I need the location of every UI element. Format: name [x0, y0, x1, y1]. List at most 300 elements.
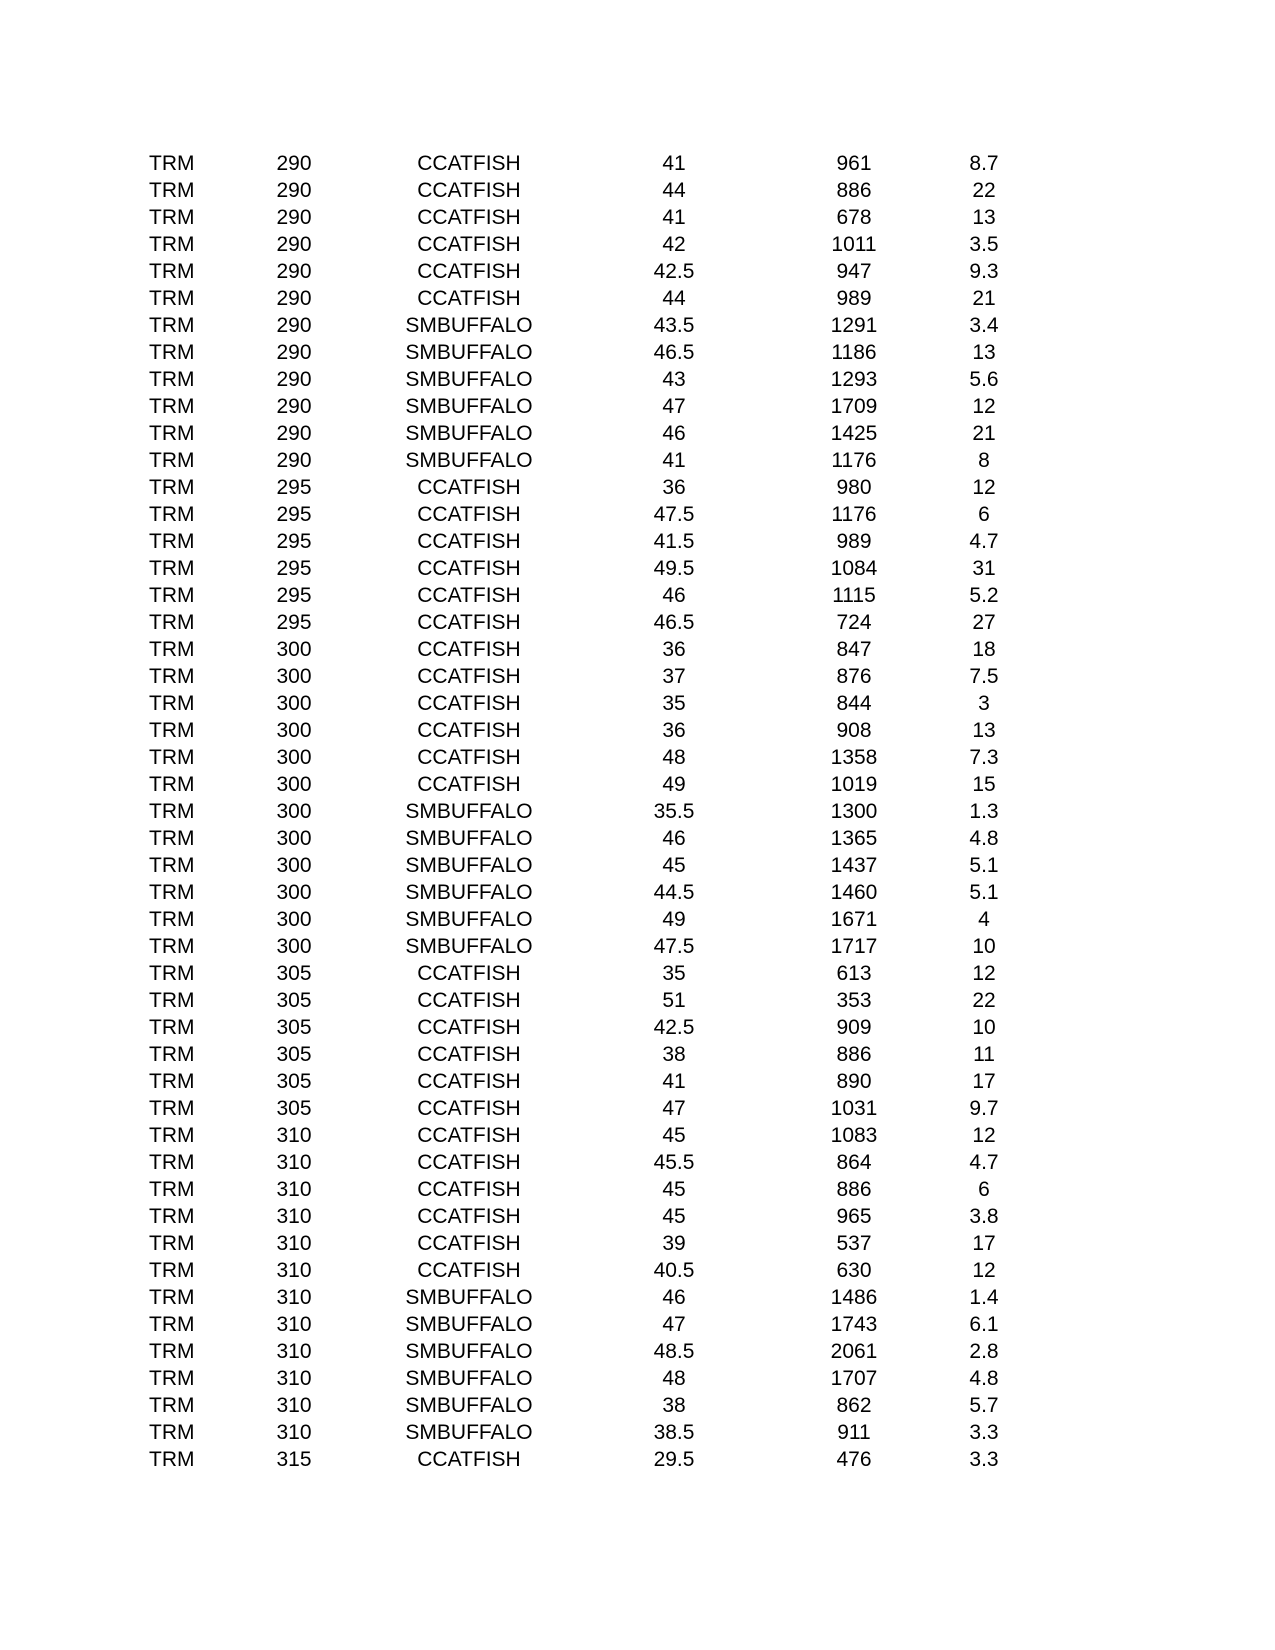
station-cell: TRM [149, 611, 195, 634]
weight-cell: 1358 [830, 746, 878, 769]
station-cell: TRM [149, 233, 195, 256]
weight-cell: 1084 [830, 557, 878, 580]
weight-cell: 476 [836, 1448, 872, 1471]
river-mile-cell: 295 [276, 530, 312, 553]
river-mile-cell: 300 [276, 638, 312, 661]
station-cell: TRM [149, 962, 195, 985]
length-cell: 40.5 [653, 1259, 695, 1282]
species-cell: CCATFISH [417, 773, 521, 796]
length-cell: 35 [662, 962, 686, 985]
station-cell: TRM [149, 1286, 195, 1309]
river-mile-cell: 305 [276, 1043, 312, 1066]
river-mile-cell: 295 [276, 503, 312, 526]
species-cell: CCATFISH [417, 530, 521, 553]
table-row [149, 177, 1009, 204]
river-mile-cell: 290 [276, 341, 312, 364]
species-cell: CCATFISH [417, 989, 521, 1012]
station-cell: TRM [149, 665, 195, 688]
station-cell: TRM [149, 1178, 195, 1201]
weight-cell: 862 [836, 1394, 872, 1417]
river-mile-cell: 295 [276, 476, 312, 499]
species-cell: SMBUFFALO [405, 422, 533, 445]
river-mile-cell: 295 [276, 557, 312, 580]
species-cell: CCATFISH [417, 1151, 521, 1174]
river-mile-cell: 305 [276, 989, 312, 1012]
value-cell: 12 [972, 395, 996, 418]
species-cell: SMBUFFALO [405, 908, 533, 931]
weight-cell: 886 [836, 179, 872, 202]
length-cell: 45.5 [653, 1151, 695, 1174]
weight-cell: 537 [836, 1232, 872, 1255]
river-mile-cell: 290 [276, 152, 312, 175]
table-row [149, 447, 1009, 474]
weight-cell: 1671 [830, 908, 878, 931]
weight-cell: 630 [836, 1259, 872, 1282]
station-cell: TRM [149, 395, 195, 418]
length-cell: 36 [662, 476, 686, 499]
length-cell: 49.5 [653, 557, 695, 580]
weight-cell: 961 [836, 152, 872, 175]
species-cell: CCATFISH [417, 476, 521, 499]
data-table [149, 150, 1009, 1473]
species-cell: CCATFISH [417, 179, 521, 202]
river-mile-cell: 295 [276, 584, 312, 607]
length-cell: 47.5 [653, 935, 695, 958]
table-row [149, 1338, 1009, 1365]
species-cell: CCATFISH [417, 260, 521, 283]
length-cell: 41 [662, 152, 686, 175]
river-mile-cell: 290 [276, 233, 312, 256]
value-cell: 18 [972, 638, 996, 661]
weight-cell: 2061 [830, 1340, 878, 1363]
river-mile-cell: 300 [276, 935, 312, 958]
river-mile-cell: 300 [276, 827, 312, 850]
table-row [149, 906, 1009, 933]
river-mile-cell: 300 [276, 800, 312, 823]
weight-cell: 864 [836, 1151, 872, 1174]
river-mile-cell: 310 [276, 1124, 312, 1147]
table-row [149, 366, 1009, 393]
species-cell: CCATFISH [417, 1232, 521, 1255]
weight-cell: 909 [836, 1016, 872, 1039]
value-cell: 27 [972, 611, 996, 634]
value-cell: 5.6 [969, 368, 999, 391]
value-cell: 7.5 [969, 665, 999, 688]
value-cell: 9.3 [969, 260, 999, 283]
river-mile-cell: 305 [276, 1097, 312, 1120]
weight-cell: 1291 [830, 314, 878, 337]
length-cell: 44 [662, 179, 686, 202]
value-cell: 3.3 [969, 1448, 999, 1471]
length-cell: 42.5 [653, 1016, 695, 1039]
table-row [149, 528, 1009, 555]
species-cell: SMBUFFALO [405, 1286, 533, 1309]
river-mile-cell: 290 [276, 449, 312, 472]
value-cell: 8.7 [969, 152, 999, 175]
table-row [149, 555, 1009, 582]
station-cell: TRM [149, 503, 195, 526]
species-cell: SMBUFFALO [405, 881, 533, 904]
value-cell: 5.7 [969, 1394, 999, 1417]
table-row [149, 339, 1009, 366]
weight-cell: 1019 [830, 773, 878, 796]
species-cell: CCATFISH [417, 1043, 521, 1066]
value-cell: 31 [972, 557, 996, 580]
river-mile-cell: 305 [276, 962, 312, 985]
value-cell: 5.2 [969, 584, 999, 607]
species-cell: SMBUFFALO [405, 395, 533, 418]
value-cell: 12 [972, 1124, 996, 1147]
length-cell: 44.5 [653, 881, 695, 904]
station-cell: TRM [149, 800, 195, 823]
table-row [149, 879, 1009, 906]
weight-cell: 890 [836, 1070, 872, 1093]
value-cell: 13 [972, 206, 996, 229]
length-cell: 51 [662, 989, 686, 1012]
value-cell: 17 [972, 1070, 996, 1093]
table-row [149, 1257, 1009, 1284]
river-mile-cell: 305 [276, 1016, 312, 1039]
length-cell: 46.5 [653, 341, 695, 364]
length-cell: 49 [662, 908, 686, 931]
river-mile-cell: 290 [276, 206, 312, 229]
table-row [149, 1446, 1009, 1473]
value-cell: 3.3 [969, 1421, 999, 1444]
weight-cell: 1300 [830, 800, 878, 823]
weight-cell: 947 [836, 260, 872, 283]
length-cell: 39 [662, 1232, 686, 1255]
length-cell: 47 [662, 1313, 686, 1336]
value-cell: 12 [972, 1259, 996, 1282]
value-cell: 4.7 [969, 530, 999, 553]
table-row [149, 150, 1009, 177]
river-mile-cell: 310 [276, 1394, 312, 1417]
length-cell: 47 [662, 395, 686, 418]
station-cell: TRM [149, 152, 195, 175]
table-row [149, 987, 1009, 1014]
station-cell: TRM [149, 827, 195, 850]
value-cell: 7.3 [969, 746, 999, 769]
length-cell: 46 [662, 1286, 686, 1309]
weight-cell: 1709 [830, 395, 878, 418]
station-cell: TRM [149, 287, 195, 310]
species-cell: SMBUFFALO [405, 827, 533, 850]
length-cell: 44 [662, 287, 686, 310]
species-cell: SMBUFFALO [405, 341, 533, 364]
river-mile-cell: 310 [276, 1313, 312, 1336]
species-cell: CCATFISH [417, 692, 521, 715]
table-row [149, 1419, 1009, 1446]
weight-cell: 1437 [830, 854, 878, 877]
weight-cell: 613 [836, 962, 872, 985]
table-row [149, 1230, 1009, 1257]
station-cell: TRM [149, 773, 195, 796]
station-cell: TRM [149, 746, 195, 769]
weight-cell: 1186 [831, 341, 877, 364]
weight-cell: 678 [836, 206, 872, 229]
weight-cell: 1460 [830, 881, 878, 904]
station-cell: TRM [149, 1367, 195, 1390]
weight-cell: 1707 [830, 1367, 878, 1390]
table-row [149, 474, 1009, 501]
station-cell: TRM [149, 449, 195, 472]
weight-cell: 965 [836, 1205, 872, 1228]
length-cell: 46 [662, 827, 686, 850]
table-row [149, 1122, 1009, 1149]
length-cell: 36 [662, 638, 686, 661]
river-mile-cell: 300 [276, 692, 312, 715]
table-row [149, 1284, 1009, 1311]
river-mile-cell: 300 [276, 719, 312, 742]
table-row [149, 1149, 1009, 1176]
station-cell: TRM [149, 314, 195, 337]
station-cell: TRM [149, 557, 195, 580]
table-row [149, 960, 1009, 987]
length-cell: 43.5 [653, 314, 695, 337]
weight-cell: 844 [836, 692, 872, 715]
species-cell: CCATFISH [417, 746, 521, 769]
river-mile-cell: 290 [276, 260, 312, 283]
station-cell: TRM [149, 1205, 195, 1228]
weight-cell: 911 [837, 1421, 871, 1444]
species-cell: SMBUFFALO [405, 1313, 533, 1336]
species-cell: CCATFISH [417, 638, 521, 661]
river-mile-cell: 300 [276, 773, 312, 796]
weight-cell: 353 [836, 989, 872, 1012]
species-cell: CCATFISH [417, 1448, 521, 1471]
river-mile-cell: 290 [276, 179, 312, 202]
weight-cell: 1176 [831, 503, 877, 526]
weight-cell: 724 [836, 611, 872, 634]
river-mile-cell: 290 [276, 314, 312, 337]
table-row [149, 258, 1009, 285]
value-cell: 22 [972, 179, 996, 202]
value-cell: 4.7 [969, 1151, 999, 1174]
weight-cell: 1486 [830, 1286, 878, 1309]
length-cell: 29.5 [653, 1448, 695, 1471]
species-cell: SMBUFFALO [405, 1340, 533, 1363]
table-row [149, 1392, 1009, 1419]
table-row [149, 1365, 1009, 1392]
value-cell: 9.7 [969, 1097, 999, 1120]
river-mile-cell: 295 [276, 611, 312, 634]
weight-cell: 1176 [831, 449, 877, 472]
table-row [149, 771, 1009, 798]
species-cell: SMBUFFALO [405, 368, 533, 391]
station-cell: TRM [149, 881, 195, 904]
length-cell: 38 [662, 1394, 686, 1417]
weight-cell: 980 [836, 476, 872, 499]
station-cell: TRM [149, 1394, 195, 1417]
weight-cell: 1717 [830, 935, 878, 958]
species-cell: CCATFISH [417, 584, 521, 607]
species-cell: CCATFISH [417, 719, 521, 742]
value-cell: 15 [972, 773, 996, 796]
station-cell: TRM [149, 368, 195, 391]
value-cell: 6.1 [969, 1313, 999, 1336]
species-cell: SMBUFFALO [405, 314, 533, 337]
station-cell: TRM [149, 1097, 195, 1120]
length-cell: 38 [662, 1043, 686, 1066]
station-cell: TRM [149, 584, 195, 607]
station-cell: TRM [149, 1421, 195, 1444]
river-mile-cell: 300 [276, 665, 312, 688]
value-cell: 4 [978, 908, 990, 931]
station-cell: TRM [149, 908, 195, 931]
length-cell: 47 [662, 1097, 686, 1120]
station-cell: TRM [149, 1070, 195, 1093]
table-row [149, 744, 1009, 771]
length-cell: 46 [662, 422, 686, 445]
table-row [149, 420, 1009, 447]
station-cell: TRM [149, 206, 195, 229]
table-row [149, 636, 1009, 663]
value-cell: 17 [972, 1232, 996, 1255]
station-cell: TRM [149, 1043, 195, 1066]
species-cell: CCATFISH [417, 1124, 521, 1147]
table-row [149, 1041, 1009, 1068]
station-cell: TRM [149, 1313, 195, 1336]
length-cell: 41 [662, 449, 686, 472]
river-mile-cell: 290 [276, 422, 312, 445]
length-cell: 46 [662, 584, 686, 607]
station-cell: TRM [149, 989, 195, 1012]
weight-cell: 1425 [830, 422, 878, 445]
table-row [149, 582, 1009, 609]
value-cell: 2.8 [969, 1340, 999, 1363]
river-mile-cell: 310 [276, 1259, 312, 1282]
weight-cell: 1115 [832, 584, 876, 607]
value-cell: 11 [973, 1043, 995, 1066]
river-mile-cell: 300 [276, 854, 312, 877]
length-cell: 35.5 [653, 800, 695, 823]
table-row [149, 690, 1009, 717]
weight-cell: 886 [836, 1043, 872, 1066]
species-cell: CCATFISH [417, 557, 521, 580]
weight-cell: 1031 [830, 1097, 878, 1120]
species-cell: CCATFISH [417, 1016, 521, 1039]
length-cell: 45 [662, 1124, 686, 1147]
value-cell: 13 [972, 341, 996, 364]
station-cell: TRM [149, 692, 195, 715]
station-cell: TRM [149, 1151, 195, 1174]
weight-cell: 1365 [830, 827, 878, 850]
river-mile-cell: 310 [276, 1367, 312, 1390]
species-cell: SMBUFFALO [405, 935, 533, 958]
species-cell: CCATFISH [417, 1205, 521, 1228]
station-cell: TRM [149, 260, 195, 283]
weight-cell: 1743 [830, 1313, 878, 1336]
station-cell: TRM [149, 1232, 195, 1255]
species-cell: SMBUFFALO [405, 854, 533, 877]
value-cell: 21 [972, 422, 996, 445]
species-cell: CCATFISH [417, 233, 521, 256]
length-cell: 36 [662, 719, 686, 742]
length-cell: 46.5 [653, 611, 695, 634]
length-cell: 38.5 [653, 1421, 695, 1444]
river-mile-cell: 300 [276, 881, 312, 904]
station-cell: TRM [149, 935, 195, 958]
species-cell: CCATFISH [417, 503, 521, 526]
species-cell: CCATFISH [417, 611, 521, 634]
value-cell: 8 [978, 449, 990, 472]
river-mile-cell: 300 [276, 908, 312, 931]
species-cell: CCATFISH [417, 1178, 521, 1201]
value-cell: 5.1 [969, 881, 999, 904]
value-cell: 3.5 [969, 233, 999, 256]
value-cell: 22 [972, 989, 996, 1012]
table-row [149, 312, 1009, 339]
length-cell: 47.5 [653, 503, 695, 526]
table-row [149, 231, 1009, 258]
weight-cell: 908 [836, 719, 872, 742]
river-mile-cell: 310 [276, 1178, 312, 1201]
station-cell: TRM [149, 1016, 195, 1039]
table-row [149, 609, 1009, 636]
weight-cell: 1011 [831, 233, 877, 256]
value-cell: 6 [978, 1178, 990, 1201]
station-cell: TRM [149, 530, 195, 553]
station-cell: TRM [149, 1259, 195, 1282]
length-cell: 48 [662, 1367, 686, 1390]
table-row [149, 1014, 1009, 1041]
length-cell: 45 [662, 1205, 686, 1228]
river-mile-cell: 310 [276, 1286, 312, 1309]
river-mile-cell: 310 [276, 1232, 312, 1255]
river-mile-cell: 310 [276, 1205, 312, 1228]
length-cell: 41 [662, 1070, 686, 1093]
station-cell: TRM [149, 638, 195, 661]
value-cell: 13 [972, 719, 996, 742]
value-cell: 4.8 [969, 1367, 999, 1390]
species-cell: CCATFISH [417, 206, 521, 229]
length-cell: 48.5 [653, 1340, 695, 1363]
table-row [149, 852, 1009, 879]
length-cell: 41 [662, 206, 686, 229]
length-cell: 48 [662, 746, 686, 769]
species-cell: SMBUFFALO [405, 1394, 533, 1417]
table-row [149, 1176, 1009, 1203]
value-cell: 10 [972, 935, 996, 958]
species-cell: SMBUFFALO [405, 1367, 533, 1390]
length-cell: 43 [662, 368, 686, 391]
river-mile-cell: 290 [276, 287, 312, 310]
station-cell: TRM [149, 1124, 195, 1147]
river-mile-cell: 300 [276, 746, 312, 769]
length-cell: 37 [662, 665, 686, 688]
length-cell: 41.5 [653, 530, 695, 553]
species-cell: CCATFISH [417, 962, 521, 985]
species-cell: SMBUFFALO [405, 449, 533, 472]
weight-cell: 1083 [830, 1124, 878, 1147]
river-mile-cell: 290 [276, 395, 312, 418]
value-cell: 12 [972, 962, 996, 985]
length-cell: 42 [662, 233, 686, 256]
weight-cell: 847 [836, 638, 872, 661]
station-cell: TRM [149, 476, 195, 499]
weight-cell: 1293 [830, 368, 878, 391]
value-cell: 3.8 [969, 1205, 999, 1228]
species-cell: CCATFISH [417, 665, 521, 688]
value-cell: 1.3 [969, 800, 999, 823]
value-cell: 4.8 [969, 827, 999, 850]
station-cell: TRM [149, 179, 195, 202]
length-cell: 35 [662, 692, 686, 715]
station-cell: TRM [149, 854, 195, 877]
table-row [149, 501, 1009, 528]
station-cell: TRM [149, 719, 195, 742]
table-body [149, 150, 1009, 1473]
